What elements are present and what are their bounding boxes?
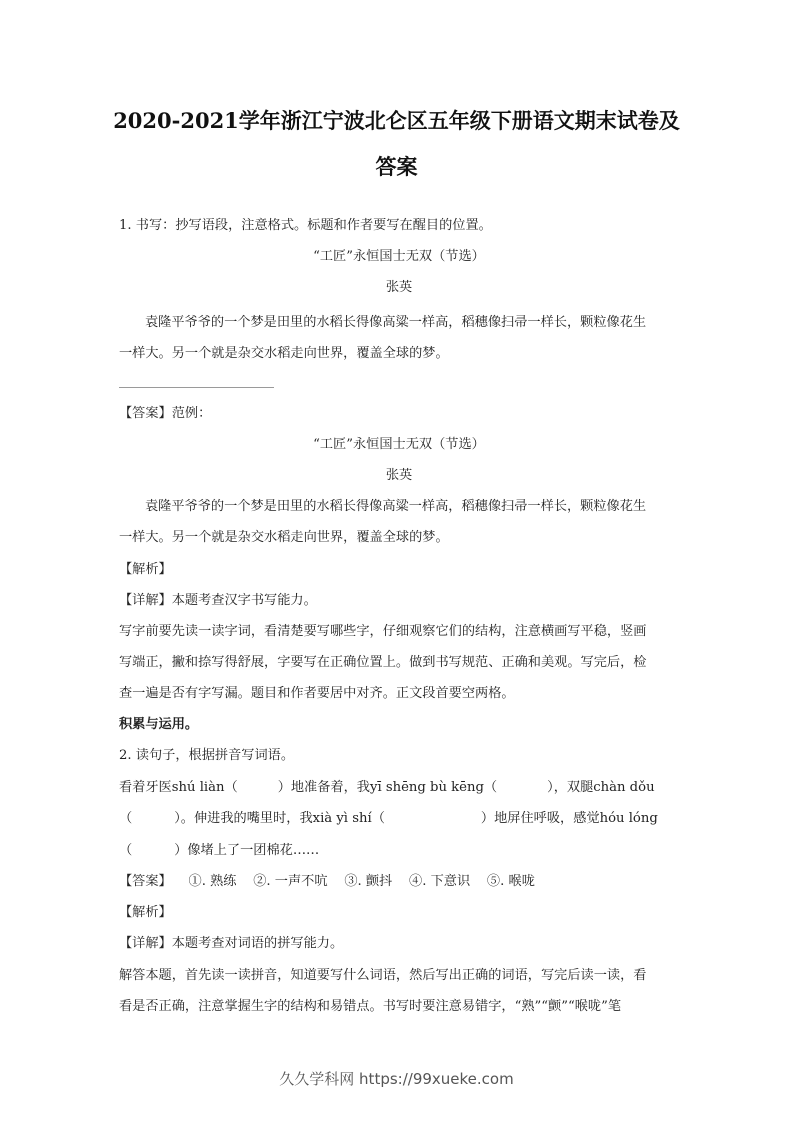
q2-sentence-line-3 xyxy=(119,841,679,861)
separator-rule xyxy=(119,387,274,388)
q1-author: 张英 xyxy=(385,280,413,295)
a1-answer-label: 【答案】范例： xyxy=(119,406,212,421)
q2-s1-part-a: 看着牙医shú liàn（ xyxy=(119,780,238,795)
a1-paragraph-line-2: 一样大。另一个就是杂交水稻走向世界，覆盖全球的梦。 xyxy=(119,530,449,545)
a1-detail: 【详解】本题考查汉字书写能力。 xyxy=(119,593,317,608)
a1-body-line-1: 写字前要先读一读字词，看清楚要写哪些字，仔细观察它们的结构，注意横画写平稳，竖画 xyxy=(119,624,647,639)
footer-watermark: 久久学科网 https://99xueke.com xyxy=(279,1070,514,1088)
q2-s1-part-c: ），双腿chàn dǒu xyxy=(547,780,655,795)
a1-paragraph-line-1: 袁隆平爷爷的一个梦是田里的水稻长得像高粱一样高，稻穗像扫帚一样长，颗粒像花生 xyxy=(145,499,647,514)
q2-sentence-line-1 xyxy=(119,778,679,798)
page-title xyxy=(100,98,693,190)
a2-answer: 【答案】 ①. 熟练 ②. 一声不吭 ③. 颤抖 ④. 下意识 ⑤. 喉咙 xyxy=(119,874,535,889)
page-title-line-2: 答案 xyxy=(375,154,418,179)
q2-s2-part-a: （ xyxy=(119,811,133,826)
a1-body-line-3: 查一遍是否有字写漏。题目和作者要居中对齐。正文段首要空两格。 xyxy=(119,686,515,701)
q2-prompt: 2. 读句子，根据拼音写词语。 xyxy=(119,748,295,763)
a1-heading: “工匠”永恒国士无双（节选） xyxy=(313,437,485,452)
a2-analysis-label: 【解析】 xyxy=(119,905,172,920)
section-heading: 积累与运用。 xyxy=(119,717,199,732)
a2-detail: 【详解】本题考查对词语的拼写能力。 xyxy=(119,936,344,951)
a1-body-line-2: 写端正，撇和捺写得舒展，字要写在正确位置上。做到书写规范、正确和美观。写完后，检 xyxy=(119,655,647,670)
a2-body-line-2: 看是否正确，注意掌握生字的结构和易错点。书写时要注意易错字，“熟”“颤”“喉咙”笔 xyxy=(119,999,622,1014)
q1-paragraph-line-1: 袁隆平爷爷的一个梦是田里的水稻长得像高粱一样高，稻穗像扫帚一样长，颗粒像花生 xyxy=(145,315,647,330)
q1-heading: “工匠”永恒国士无双（节选） xyxy=(313,249,485,264)
q1-paragraph-line-2: 一样大。另一个就是杂交水稻走向世界，覆盖全球的梦。 xyxy=(119,346,449,361)
q1-prompt: 1. 书写：抄写语段，注意格式。标题和作者要写在醒目的位置。 xyxy=(119,218,492,233)
q2-s3-part-a: （ xyxy=(119,843,133,858)
page-title-line-1: 2020-2021学年浙江宁波北仑区五年级下册语文期末试卷及 xyxy=(113,108,680,133)
q2-s2-part-c: ）地屏住呼吸，感觉hóu lóng xyxy=(480,811,658,826)
a1-author: 张英 xyxy=(385,468,413,483)
q2-s3-part-b: ）像堵上了一团棉花…… xyxy=(174,843,320,858)
q2-sentence-line-2 xyxy=(119,809,679,829)
a2-body-line-1: 解答本题，首先读一读拼音，知道要写什么词语，然后写出正确的词语，写完后读一读，看 xyxy=(119,968,647,983)
q2-s1-part-b: ）地准备着，我yī shēng bù kēng（ xyxy=(277,780,498,795)
q2-s2-part-b: ）。伸进我的嘴里时，我xià yì shí（ xyxy=(174,811,385,826)
a1-analysis-label: 【解析】 xyxy=(119,562,172,577)
